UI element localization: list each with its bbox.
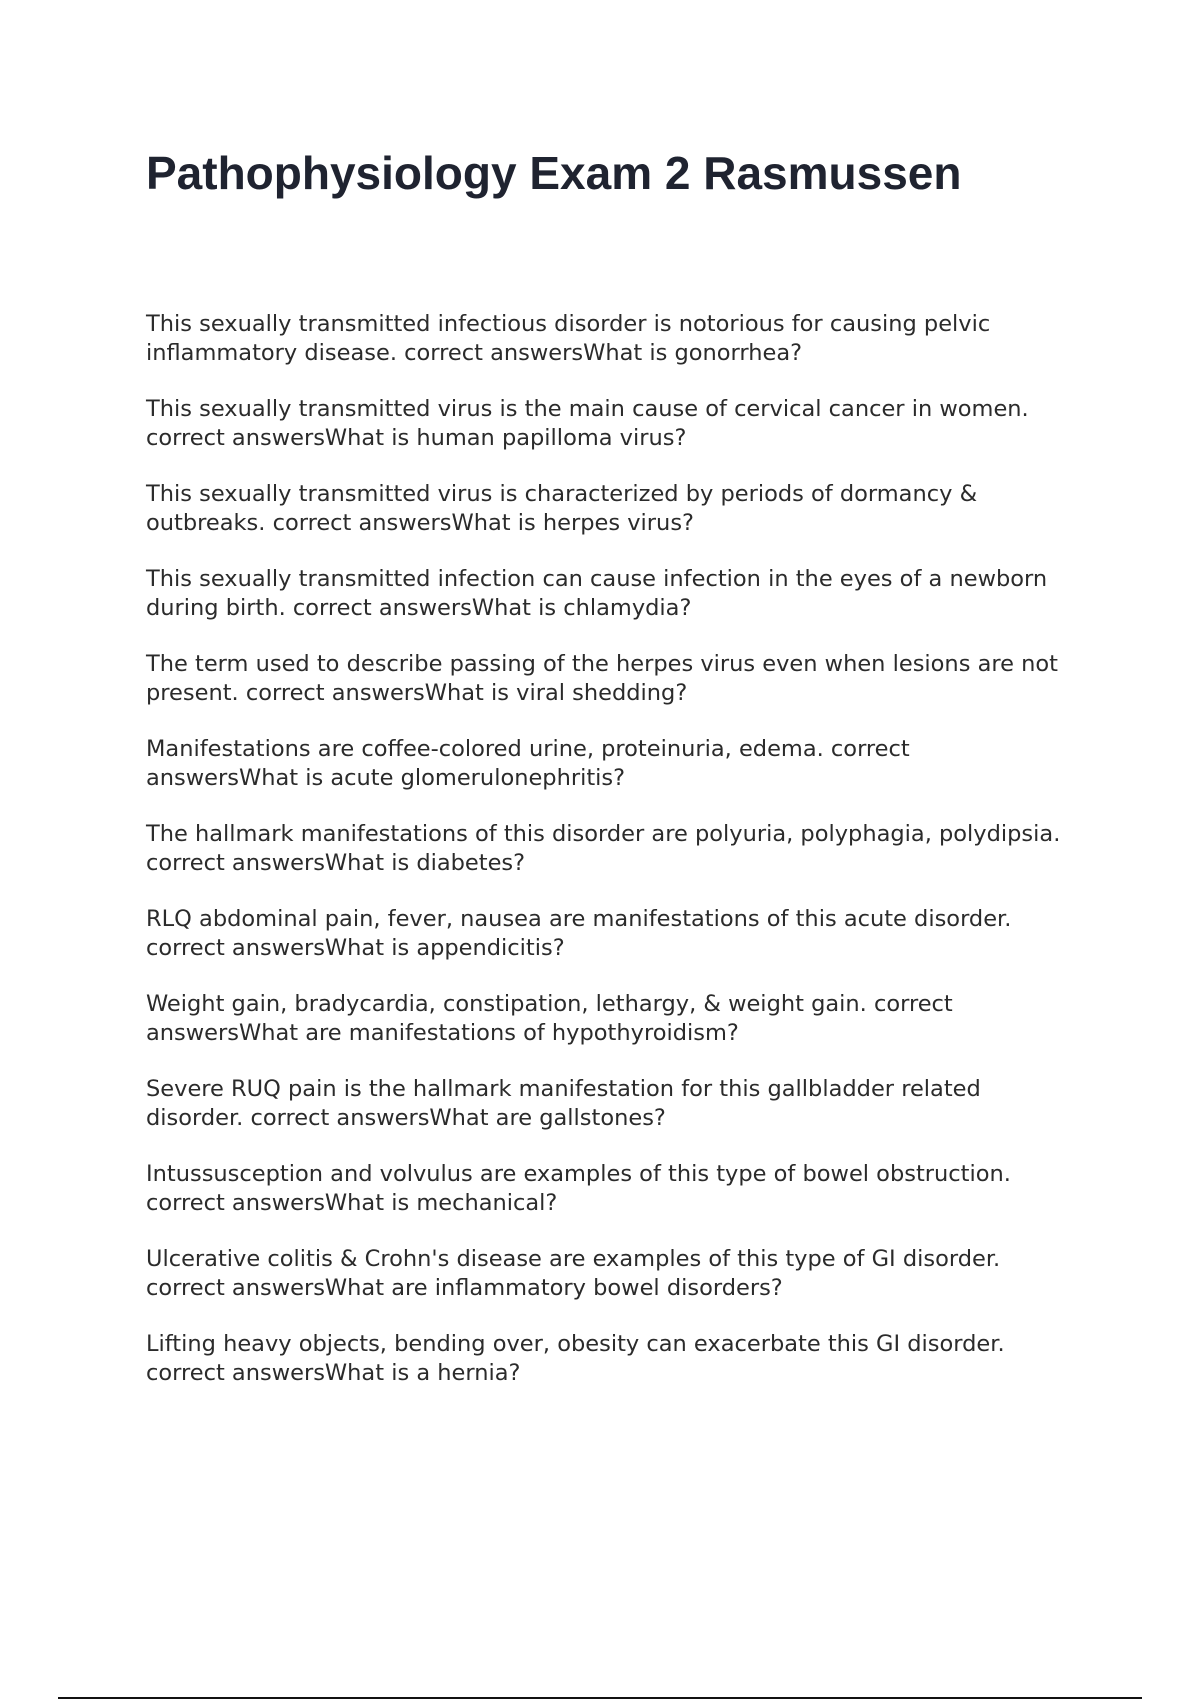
qa-item-herpes: This sexually transmitted virus is characterized by periods of dormancy & outbreaks. correct answersWhat is herpes virus? (146, 481, 978, 536)
qa-item-gonorrhea: This sexually transmitted infectious disorder is notorious for causing pelvic inflammatory disease. correct answersWhat is gonorrhea? (146, 311, 991, 366)
qa-item-diabetes: The hallmark manifestations of this disorder are polyuria, polyphagia, polydipsia. correct answersWhat is diabetes? (146, 821, 1061, 876)
qa-item-chlamydia: This sexually transmitted infection can cause infection in the eyes of a newborn during birth. correct answersWhat is chlamydia? (146, 566, 1048, 621)
qa-item-appendicitis: RLQ abdominal pain, fever, nausea are manifestations of this acute disorder. correct answersWhat is appendicitis? (146, 906, 1012, 961)
qa-item-inflammatory-bowel: Ulcerative colitis & Crohn's disease are examples of this type of GI disorder. correct answersWhat are inflammatory bowel disorders? (146, 1246, 1001, 1301)
qa-item-mechanical-obstruction: Intussusception and volvulus are examples of this type of bowel obstruction. correct answersWhat is mechanical? (146, 1161, 1011, 1216)
qa-item-hypothyroidism: Weight gain, bradycardia, constipation, lethargy, & weight gain. correct answersWhat are manifestations of hypothyroidism? (146, 991, 953, 1046)
question-answer-list (146, 310, 1066, 1415)
qa-item-viral-shedding: The term used to describe passing of the herpes virus even when lesions are not present. correct answersWhat is viral shedding? (146, 651, 1058, 706)
page-title: Pathophysiology Exam 2 Rasmussen (146, 147, 962, 199)
qa-item-gallstones: Severe RUQ pain is the hallmark manifestation for this gallbladder related disorder. correct answersWhat are gallstones? (146, 1076, 981, 1131)
qa-item-hpv: This sexually transmitted virus is the main cause of cervical cancer in women. correct answersWhat is human papilloma virus? (146, 396, 1029, 451)
qa-item-hernia: Lifting heavy objects, bending over, obesity can exacerbate this GI disorder. correct answersWhat is a hernia? (146, 1331, 1005, 1386)
qa-item-glomerulonephritis: Manifestations are coffee-colored urine, proteinuria, edema. correct answersWhat is acute glomerulonephritis? (146, 736, 910, 791)
footer-divider (58, 1697, 1142, 1699)
